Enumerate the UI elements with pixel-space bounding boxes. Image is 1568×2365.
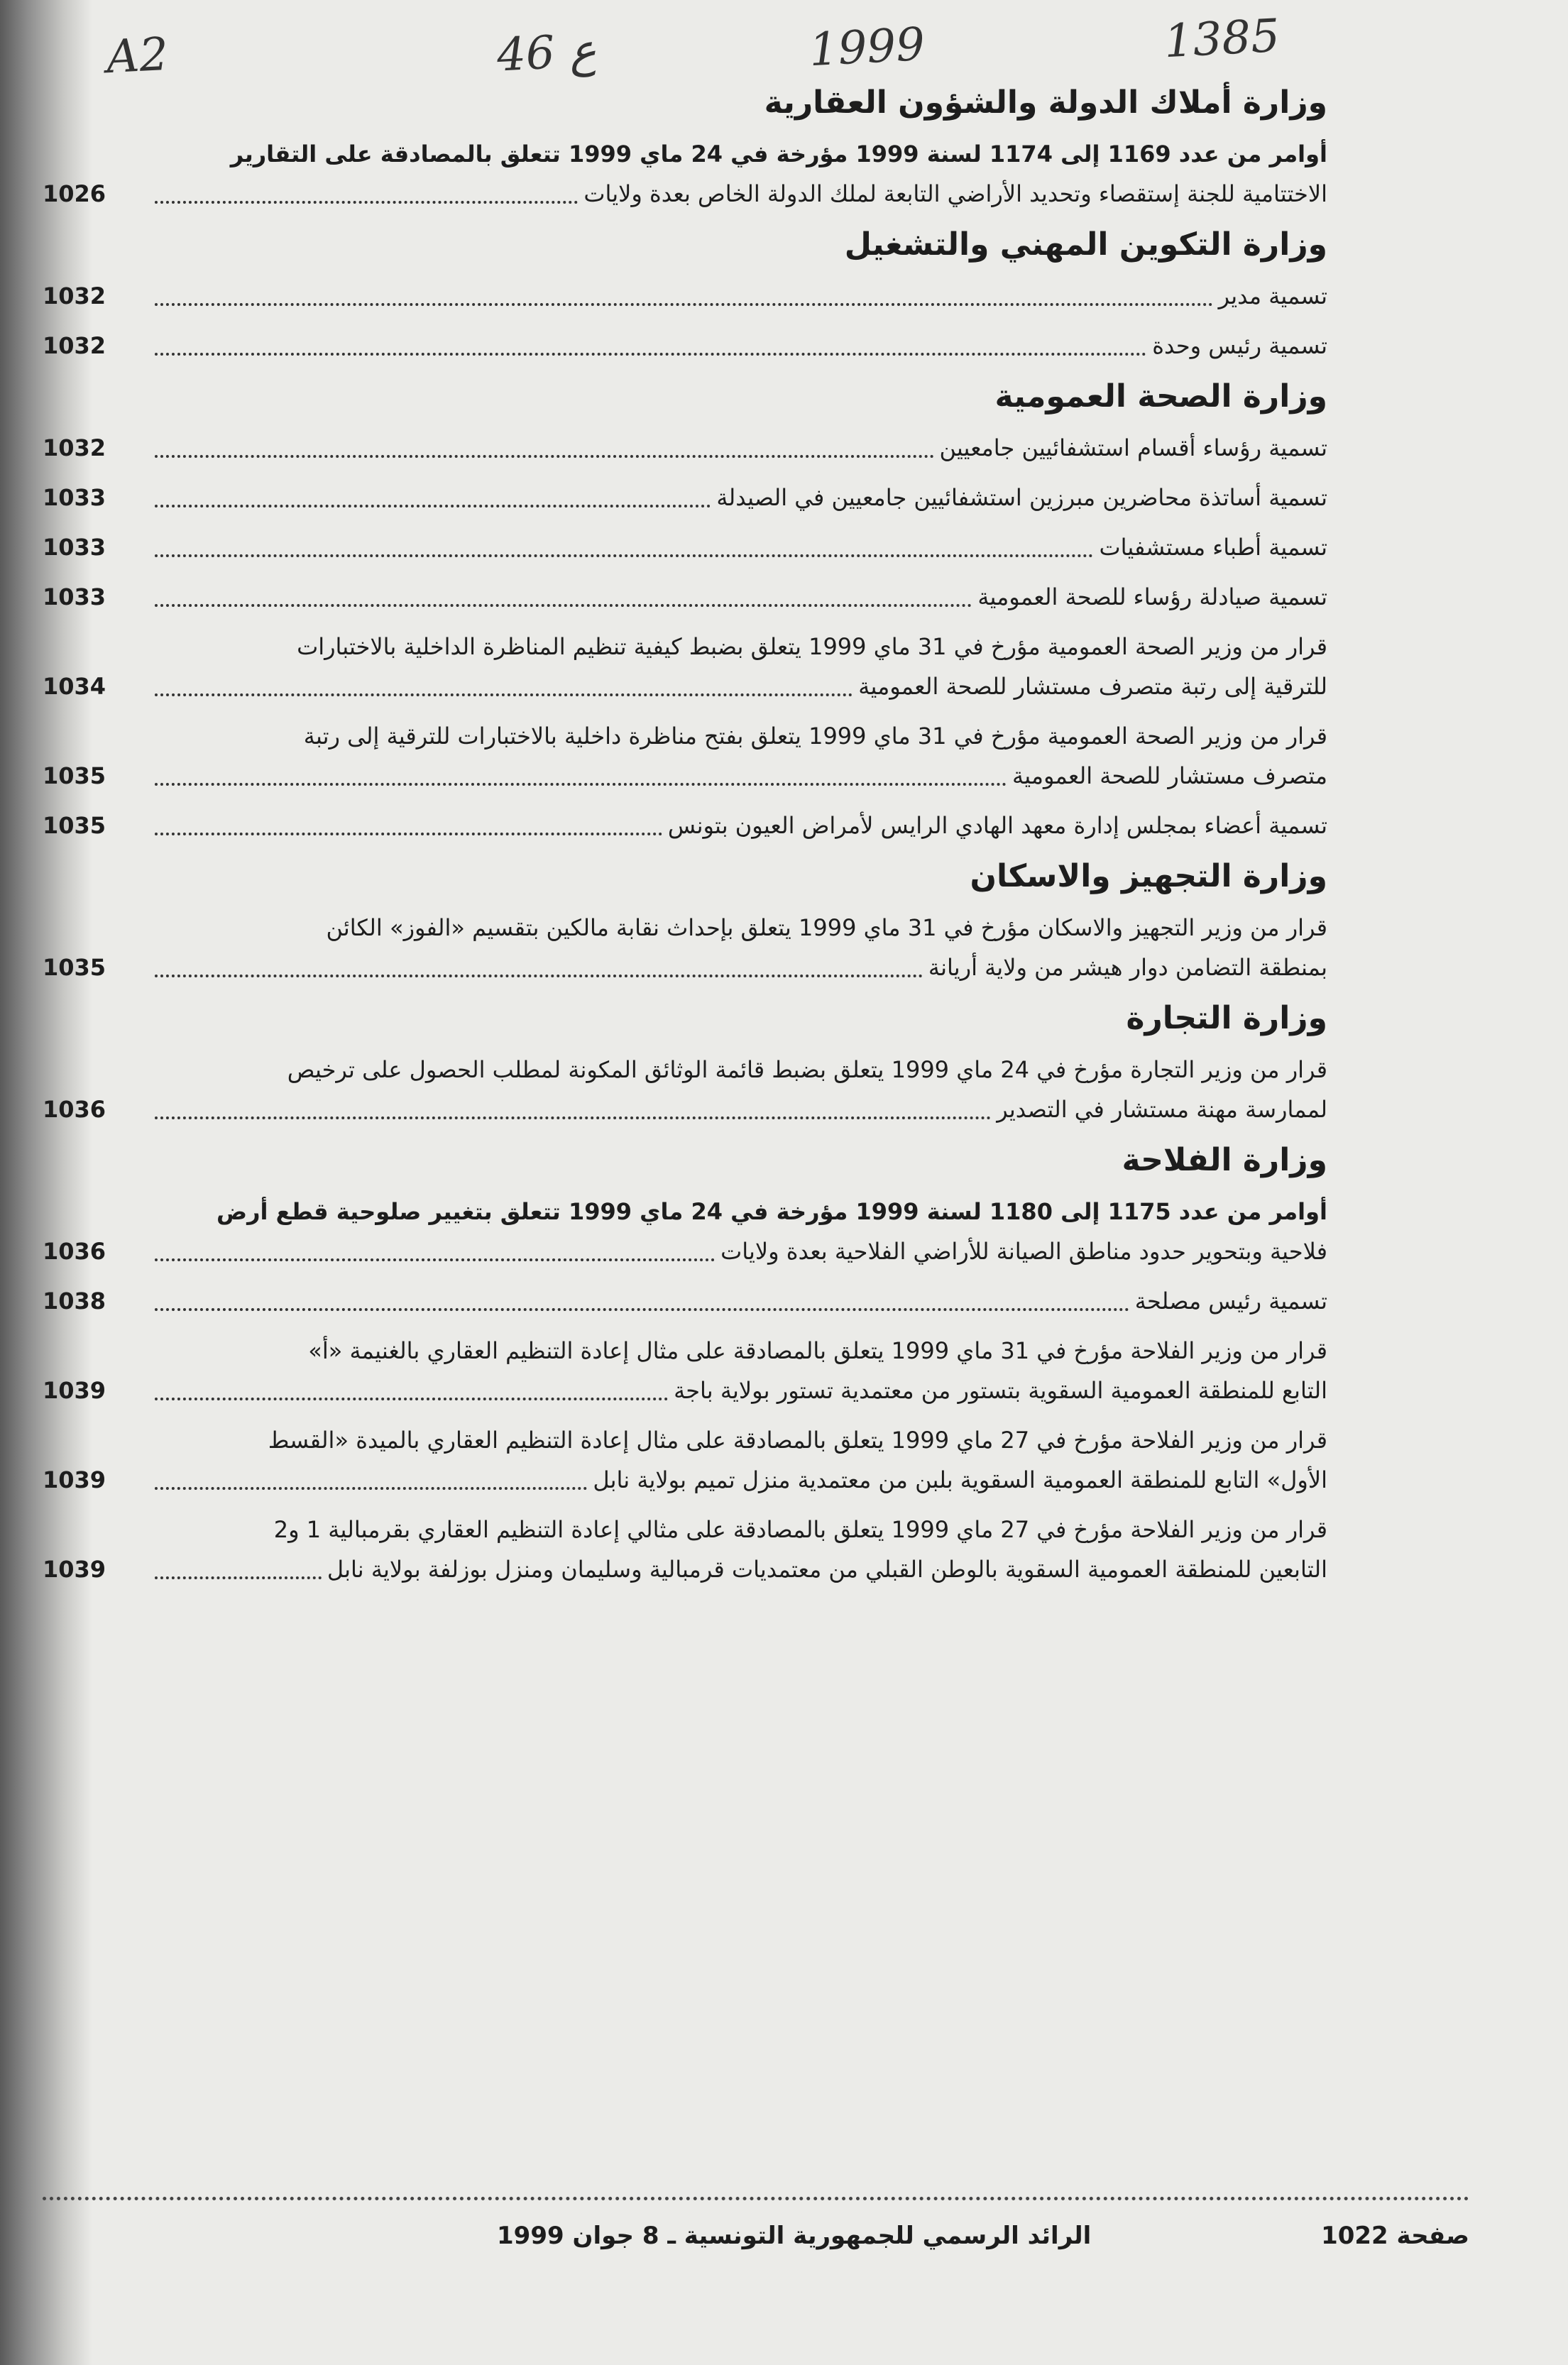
ministry-title: وزارة الفلاحة xyxy=(1122,1142,1327,1178)
dot-leader xyxy=(155,1487,587,1490)
ministry-title: وزارة التجهيز والاسكان xyxy=(970,858,1327,894)
dot-leader xyxy=(155,1308,1129,1311)
toc-entry xyxy=(43,1420,1327,1500)
toc-entry xyxy=(43,276,1327,316)
entry-page-number: 1026 xyxy=(43,180,106,207)
toc-entry xyxy=(43,478,1327,517)
entry-text-line: أوامر من عدد 1175 إلى 1180 لسنة 1999 مؤرخة في 24 ماي 1999 تتعلق بتغيير صلوحية قطع أرض xyxy=(216,1198,1327,1225)
entry-page-number: 1032 xyxy=(43,434,106,461)
dot-leader xyxy=(155,783,1007,786)
entry-page-number: 1035 xyxy=(43,954,106,981)
entry-text-line: تسمية رؤساء أقسام استشفائيين جامعيين xyxy=(939,434,1327,461)
entry-text-line: الأول» التابع للمنطقة العمومية السقوية بلبن من معتمدية منزل تميم بولاية نابل xyxy=(593,1466,1327,1493)
entry-page-number: 1036 xyxy=(43,1238,106,1265)
entry-text-line: تسمية أساتذة محاضرين مبرزين استشفائيين جامعيين في الصيدلة xyxy=(716,484,1327,511)
entry-text-line: تسمية أعضاء بمجلس إدارة معهد الهادي الرايس لأمراض العيون بتونس xyxy=(667,812,1327,839)
entry-page-number: 1039 xyxy=(43,1556,106,1583)
page-number: صفحة 1022 xyxy=(1321,2222,1469,2250)
entry-text-line: قرار من وزير الفلاحة مؤرخ في 31 ماي 1999 يتعلق بالمصادقة على مثال إعادة التنظيم العقاري بالغنيمة «أ» xyxy=(308,1337,1327,1364)
entry-page-number: 1034 xyxy=(43,673,106,700)
entry-text-line: متصرف مستشار للصحة العمومية xyxy=(1012,762,1327,789)
ministry-title: وزارة أملاك الدولة والشؤون العقارية xyxy=(764,84,1327,121)
dot-leader xyxy=(155,1576,322,1579)
entry-text-line: قرار من وزير التجارة مؤرخ في 24 ماي 1999 يتعلق بضبط قائمة الوثائق المكونة لمطلب الحصول على ترخيص xyxy=(287,1056,1327,1083)
entry-text-line: تسمية صيادلة رؤساء للصحة العمومية xyxy=(977,583,1327,610)
entry-text-line: بمنطقة التضامن دوار هيشر من ولاية أريانة xyxy=(928,954,1327,981)
entry-page-number: 1032 xyxy=(43,332,106,359)
toc-entry xyxy=(43,1510,1327,1589)
page-footer xyxy=(43,2197,1469,2264)
entry-text-line: تسمية رئيس وحدة xyxy=(1152,332,1327,359)
entry-page-number: 1033 xyxy=(43,484,106,511)
toc-entry xyxy=(43,1331,1327,1410)
publication-title: الرائد الرسمي للجمهورية التونسية ـ 8 جوان 1999 xyxy=(497,2222,1092,2250)
toc-entry xyxy=(43,627,1327,706)
toc-entry xyxy=(43,1192,1327,1271)
handwritten-a2: A2 xyxy=(105,28,170,84)
entry-page-number: 1039 xyxy=(43,1377,106,1404)
entry-text-line: فلاحية وبتحوير حدود مناطق الصيانة للأراضي الفلاحية بعدة ولايات xyxy=(720,1238,1327,1265)
ministry-section xyxy=(43,855,1327,987)
entry-page-number: 1033 xyxy=(43,583,106,610)
toc-entry xyxy=(43,134,1327,214)
entry-text-line: قرار من وزير التجهيز والاسكان مؤرخ في 31 ماي 1999 يتعلق بإحداث نقابة مالكين بتقسيم «الفوز» الكائن xyxy=(326,914,1327,941)
entry-page-number: 1038 xyxy=(43,1288,106,1315)
entry-page-number: 1036 xyxy=(43,1096,106,1123)
dot-leader xyxy=(155,505,711,507)
entry-text-line: تسمية رئيس مصلحة xyxy=(1134,1288,1327,1315)
dot-leader xyxy=(155,1258,715,1261)
ministry-section xyxy=(43,375,1327,845)
entry-page-number: 1039 xyxy=(43,1466,106,1493)
handwritten-year: 1999 xyxy=(808,18,926,77)
entry-text-line: للترقية إلى رتبة متصرف مستشار للصحة العمومية xyxy=(858,673,1327,700)
table-of-contents xyxy=(43,75,1327,1599)
entry-text-line: قرار من وزير الفلاحة مؤرخ في 27 ماي 1999 يتعلق بالمصادقة على مثالي إعادة التنظيم العقاري بقرمبالية 1 و2 xyxy=(273,1516,1327,1543)
ministry-section xyxy=(43,997,1327,1129)
entry-text-line: قرار من وزير الفلاحة مؤرخ في 27 ماي 1999 يتعلق بالمصادقة على مثال إعادة التنظيم العقاري بالميدة «القسط xyxy=(268,1427,1327,1454)
entry-page-number: 1032 xyxy=(43,282,106,309)
ministry-title: وزارة التكوين المهني والتشغيل xyxy=(844,226,1327,263)
ministry-section xyxy=(43,82,1327,214)
toc-entry xyxy=(43,806,1327,845)
dot-leader xyxy=(155,201,578,204)
entry-page-number: 1035 xyxy=(43,812,106,839)
entry-text-line: قرار من وزير الصحة العمومية مؤرخ في 31 ماي 1999 يتعلق بفتح مناظرة داخلية بالاختبارات للترقية إلى رتبة xyxy=(303,723,1327,750)
ministry-section xyxy=(43,1139,1327,1589)
toc-entry xyxy=(43,1281,1327,1321)
toc-entry xyxy=(43,326,1327,366)
toc-entry xyxy=(43,908,1327,987)
toc-entry xyxy=(43,1050,1327,1129)
entry-text-line: التابعين للمنطقة العمومية السقوية بالوطن القبلي من معتمديات قرمبالية وسليمان ومنزل بوزلفة بولاية نابل xyxy=(327,1556,1327,1583)
toc-entry xyxy=(43,527,1327,567)
ministry-title: وزارة الصحة العمومية xyxy=(994,378,1327,415)
entry-text-line: قرار من وزير الصحة العمومية مؤرخ في 31 ماي 1999 يتعلق بضبط كيفية تنظيم المناظرة الداخلية بالاختبارات xyxy=(297,633,1327,660)
dot-leader xyxy=(155,604,972,607)
entry-text-line: الاختتامية للجنة إستقصاء وتحديد الأراضي التابعة لملك الدولة الخاص بعدة ولايات xyxy=(583,180,1327,207)
entry-text-line: لممارسة مهنة مستشار في التصدير xyxy=(997,1096,1327,1123)
entry-text-line: التابع للمنطقة العمومية السقوية بتستور من معتمدية تستور بولاية باجة xyxy=(674,1377,1327,1404)
dot-leader xyxy=(155,554,1093,557)
dot-leader xyxy=(155,1116,991,1119)
dot-leader xyxy=(155,1398,668,1400)
dot-leader xyxy=(155,353,1146,356)
entry-text-line: أوامر من عدد 1169 إلى 1174 لسنة 1999 مؤرخة في 24 ماي 1999 تتعلق بالمصادقة على التقارير xyxy=(230,141,1327,168)
entry-page-number: 1033 xyxy=(43,534,106,561)
entry-page-number: 1035 xyxy=(43,762,106,789)
toc-entry xyxy=(43,577,1327,617)
entry-text-line: تسمية مدير xyxy=(1218,282,1327,309)
dot-leader xyxy=(155,975,923,977)
dot-leader xyxy=(155,303,1213,306)
ministry-section xyxy=(43,224,1327,366)
entry-text-line: تسمية أطباء مستشفيات xyxy=(1099,534,1327,561)
toc-entry xyxy=(43,428,1327,468)
handwritten-ref: 46 ع xyxy=(495,24,598,82)
dot-leader xyxy=(155,833,662,835)
toc-entry xyxy=(43,716,1327,796)
dot-leader xyxy=(155,693,852,696)
dot-leader xyxy=(155,455,934,458)
handwritten-number: 1385 xyxy=(1163,9,1281,69)
ministry-title: وزارة التجارة xyxy=(1126,1000,1327,1036)
